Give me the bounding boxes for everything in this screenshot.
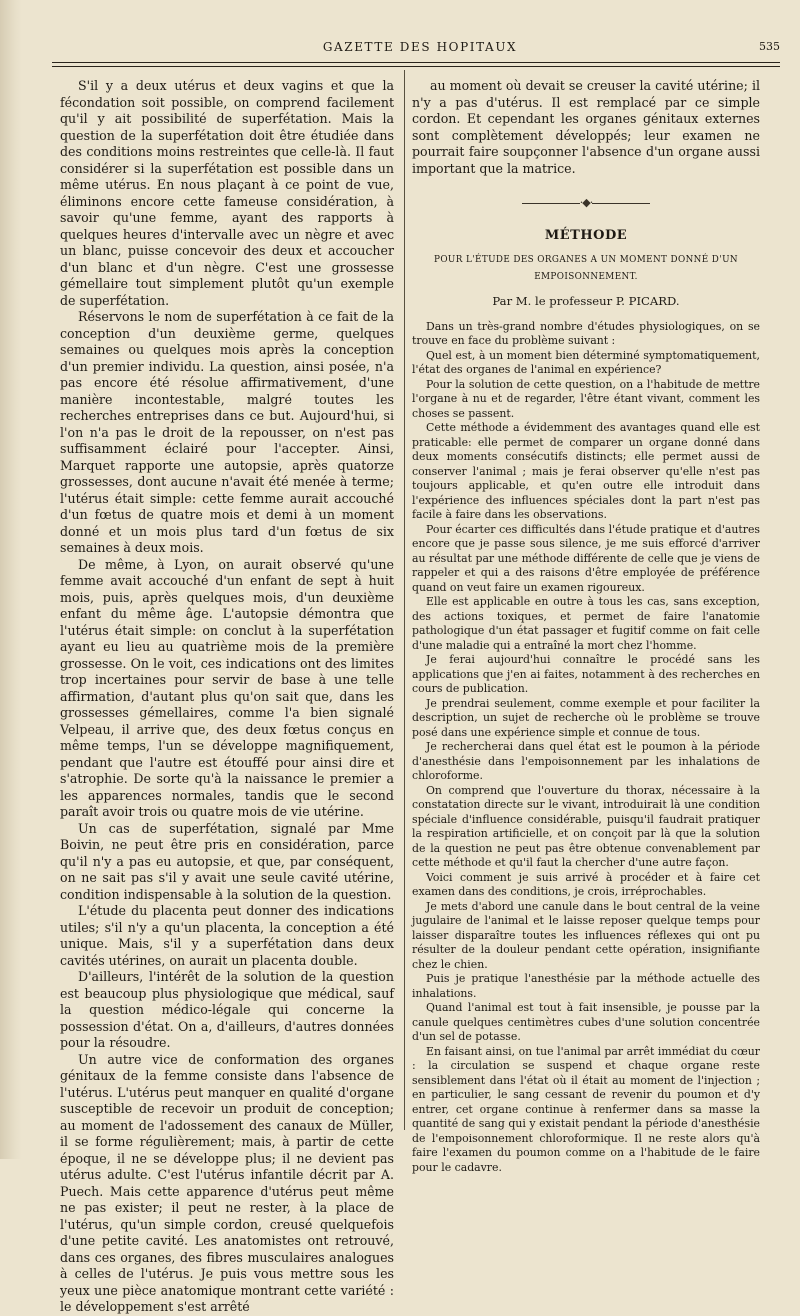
paragraph: Je rechercherai dans quel état est le poumon à la période d'anesthésie dans l'empoisonnement par les inhalations de chloroforme.	[412, 740, 760, 782]
header-rule-thin	[52, 66, 780, 67]
paragraph: Un autre vice de conformation des organes génitaux de la femme consiste dans l'absence de l'utérus. L'utérus peut manquer en qualité d'organe susceptible de recevoir un produit de conception; au moment de l'adossement des canaux de Müller, il se forme régulièrement; mais, à partir de cette époque, il ne se développe plus; il ne devient pas utérus adulte. C'est l'utérus infantile décrit par A. Puech. Mais cette apparence d'utérus peut même ne pas exister; il peut ne rester, à la place de l'utérus, qu'un simple cordon, creusé quelquefois d'une petite cavité. Les anatomistes ont retrouvé, dans ces organes, des fibres musculaires analogues à celles de l'utérus. Je puis vous mettre sous les yeux une pièce anatomique montrant cette variété : le développement s'est arrêté	[60, 1051, 394, 1314]
paragraph: D'ailleurs, l'intérêt de la solution de la question est beaucoup plus physiologique que médical, sauf la question médico-légale qui concerne la possession d'état. On a, d'ailleurs, d'autres données pour la résoudre.	[60, 969, 394, 1050]
paragraph: Cette méthode a évidemment des avantages quand elle est praticable: elle permet de comparer un organe donné dans deux moments consécutifs distincts; elle permet aussi de conserver l'animal ; mais je ferai observer qu'elle n'est pas toujours applicable, et qu'en outre elle introduit dans l'expérience des influences spéciales dont la part n'est pas facile à faire dans les observations.	[412, 421, 760, 521]
article-byline: Par M. le professeur P. PICARD.	[492, 294, 680, 308]
left-column	[60, 78, 394, 1316]
paragraph: Je prendrai seulement, comme exemple et pour faciliter la description, un sujet de recherche où le problème se trouve posé dans une expérience simple et connue de tous.	[412, 696, 760, 739]
paragraph: Un cas de superfétation, signalé par Mme Boivin, ne peut être pris en considération, parce qu'il n'y a pas eu autopsie, et que, par conséquent, on ne sait pas s'il y avait une seule cavité utérine, condition indispensable à la solution de la question.	[60, 820, 394, 902]
continued-paragraph: au moment où devait se creuser la cavité utérine; il n'y a pas d'utérus. Il est remplacé par ce simple cordon. Et cependant les organes génitaux externes sont complètement développés; leur examen ne pourrait faire soupçonner l'absence d'un organe aussi important que la matrice.	[412, 78, 760, 176]
article-body	[412, 320, 760, 1176]
running-title: GAZETTE DES HOPITAUX	[322, 40, 518, 54]
section-separator: ·◆·	[412, 195, 760, 212]
header-rule	[52, 62, 780, 63]
paragraph: Elle est applicable en outre à tous les cas, sans exception, des actions toxiques, et permet de faire l'anatomie pathologique d'un état passager et fugitif comme on fait celle d'une maladie qui a entraîné la mort chez l'homme.	[412, 595, 760, 652]
paragraph: Réservons le nom de superfétation à ce fait de la conception d'un deuxième germe, quelques semaines ou quelques mois après la conception d'un premier individu. La question, ainsi posée, n'a pas encore été résolue affirmativement, d'une manière incontestable, malgré toutes les recherches entreprises dans ce but. Aujourd'hui, si l'on n'a pas le droit de la repousser, on n'est pas suffisamment éclairé pour l'accepter. Ainsi, Marquet rapporte une autopsie, après quatorze grossesses, dont aucune n'avait été menée à terme; l'utérus était simple: cette femme aurait accouché d'un fœtus de quatre mois et demi à un moment donné et un mois plus tard d'un fœtus de six semaines à deux mois.	[60, 309, 394, 555]
paragraph: Pour la solution de cette question, on a l'habitude de mettre l'organe à nu et de regarder, l'être étant vivant, comment les choses se passent.	[412, 377, 760, 420]
column-divider	[404, 70, 405, 1130]
page-number: 535	[759, 40, 780, 53]
paragraph: Pour écarter ces difficultés dans l'étude pratique et d'autres encore que je passe sous silence, je me suis efforcé d'arriver au résultat par une méthode différente de celle que je viens de rappeler et qui a des raisons d'être employée de préférence quand on veut faire un examen rigoureux.	[412, 522, 760, 594]
paragraph: Je mets d'abord une canule dans le bout central de la veine jugulaire de l'animal et le laisse reposer quelque temps pour laisser disparaître toutes les influences réflexes qui ont pu résulter de la douleur pendant cette opération, insignifiante chez le chien.	[412, 899, 760, 971]
paragraph: En faisant ainsi, on tue l'animal par arrêt immédiat du cœur : la circulation se suspend et chaque organe reste sensiblement dans l'état où il était au moment de l'injection ; en particulier, le sang cessant de revenir du poumon et d'y entrer, cet organe continue à renfermer dans sa masse la quantité de sang qui y existait pendant la période d'anesthésie de l'empoisonnement chloroformique. Il ne reste alors qu'à faire l'examen du poumon comme on a l'habitude de le faire pour le cadavre.	[412, 1044, 760, 1174]
paragraph: Puis je pratique l'anesthésie par la méthode actuelle des inhalations.	[412, 972, 760, 1000]
page-header	[60, 40, 780, 60]
article-title: MÉTHODE	[544, 227, 628, 243]
right-column	[412, 78, 760, 1175]
paragraph: Quand l'animal est tout à fait insensible, je pousse par la canule quelques centimètres cubes d'une solution concentrée d'un sel de potasse.	[412, 1001, 760, 1043]
paragraph: Je ferai aujourd'hui connaître le procédé sans les applications que j'en ai faites, notamment à des recherches en cours de publication.	[412, 653, 760, 695]
page-spine-shadow	[0, 0, 22, 1159]
paragraph: De même, à Lyon, on aurait observé qu'une femme avait accouché d'un enfant de sept à huit mois, puis, après quelques mois, d'un deuxième enfant du même âge. L'autopsie démontra que l'utérus était simple: on conclut à la superfétation ayant eu lieu au quatrième mois de la première grossesse. On le voit, ces indications ont des limites trop incertaines pour servir de base à une telle affirmation, d'autant plus qu'on sait que, dans les grossesses gémellaires, comme l'a bien signalé Velpeau, il arrive que, des deux fœtus conçus en même temps, l'un se développe magnifiquement, pendant que l'autre est étouffé pour ainsi dire et s'atrophie. De sorte qu'à la naissance le premier a les apparences normales, tandis que le second paraît avoir trois ou quatre mois de vie utérine.	[60, 556, 394, 819]
paragraph: Voici comment je suis arrivé à procéder et à faire cet examen dans des conditions, je crois, irréprochables.	[412, 870, 760, 898]
paragraph: L'étude du placenta peut donner des indications utiles; s'il n'y a qu'un placenta, la conception a été unique. Mais, s'il y a superfétation dans deux cavités utérines, on aurait un placenta double.	[60, 903, 394, 968]
article-subtitle: POUR L'ÉTUDE DES ORGANES A UN MOMENT DONNÉ D'UN EMPOISONNEMENT.	[434, 255, 738, 282]
paragraph: Quel est, à un moment bien déterminé symptomatiquement, l'état des organes de l'animal en expérience?	[412, 348, 760, 376]
paragraph: S'il y a deux utérus et deux vagins et que la fécondation soit possible, on comprend facilement qu'il y ait possibilité de superfétation. Mais la question de la superfétation doit être étudiée dans des conditions moins restreintes que celle-là. Il faut considérer si la superfétation est possible dans un même utérus. En nous plaçant à ce point de vue, éliminons encore cette fameuse considération, à savoir qu'une femme, ayant des rapports à quelques heures d'intervalle avec un nègre et avec un blanc, puisse concevoir des deux et accoucher d'un blanc et d'un nègre. C'est une grossesse gémellaire tout simplement plutôt qu'un exemple de superfétation.	[60, 78, 394, 308]
paragraph: On comprend que l'ouverture du thorax, nécessaire à la constatation directe sur le vivant, introduirait là une condition spéciale d'influence considérable, puisqu'il faudrait pratiquer la respiration artificielle, et on conçoit par là que la solution de la question ne peut pas être obtenue convenablement par cette méthode et qu'il faut la chercher d'une autre façon.	[412, 783, 760, 869]
paragraph: Dans un très-grand nombre d'études physiologiques, on se trouve en face du problème suivant :	[412, 319, 760, 347]
